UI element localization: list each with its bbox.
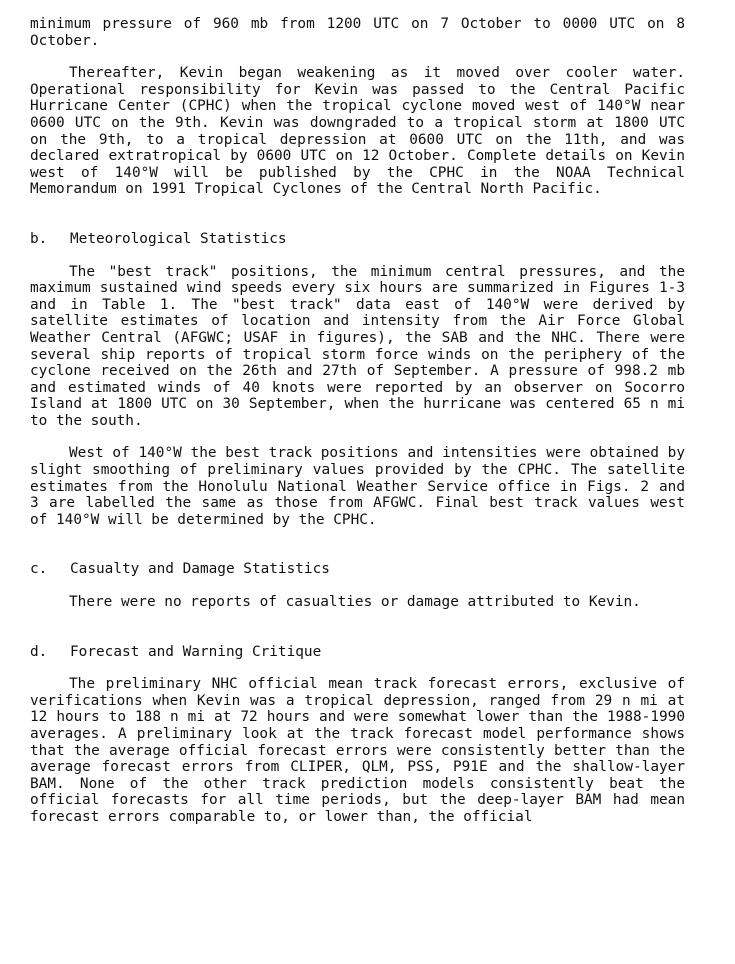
section-letter: b. <box>30 230 48 247</box>
section-title: Casualty and Damage Statistics <box>70 561 330 578</box>
weakening-paragraph: Thereafter, Kevin began weakening as it moved over cooler water. Operational responsibility for Kevin was passed to the Central Pacific Hurricane Center (CPHC) when the tropical cyclone moved west of 140°W near 0600 UTC on the 9th. Kevin was downgraded to a tropical storm at 1800 UTC on the 9th, to a tropical depression at 0600 UTC on the 11th, and was declared extratropical by 0600 UTC on 12 October. Complete details on Kevin west of 140°W will be published by the CPHC in the NOAA Technical Memorandum on 1991 Tropical Cyclones of the Central North Pacific. <box>30 65 685 198</box>
section-title: Forecast and Warning Critique <box>70 643 322 660</box>
section-letter: d. <box>30 643 48 660</box>
section-spacer <box>30 611 685 644</box>
document-page <box>30 16 685 826</box>
section-heading-meteorological-statistics <box>30 231 685 248</box>
paragraph-spacer <box>30 578 685 594</box>
paragraph-spacer <box>30 49 685 65</box>
best-track-paragraph: The "best track" positions, the minimum central pressures, and the maximum sustained wind speeds every six hours are summarized in Figures 1-3 and in Table 1. The "best track" data east of 140°W were derived by satellite estimates of location and intensity from the Air Force Global Weather Central (AFGWC; USAF in figures), the SAB and the NHC. There were several ship reports of tropical storm force winds on the periphery of the cyclone received on the 26th and 27th of September. A pressure of 998.2 mb and estimated winds of 40 knots were reported by an observer on Socorro Island at 1800 UTC on 30 September, when the hurricane was centered 65 n mi to the south. <box>30 263 685 429</box>
casualty-paragraph: There were no reports of casualties or damage attributed to Kevin. <box>69 594 641 611</box>
paragraph-spacer <box>30 429 685 445</box>
west-of-140w-paragraph: West of 140°W the best track positions and intensities were obtained by slight smoothing of preliminary values provided by the CPHC. The satellite estimates from the Honolulu National Weather Service office in Figs. 2 and 3 are labelled the same as those from AFGWC. Final best track values west of 140°W will be determined by the CPHC. <box>30 445 685 528</box>
section-title: Meteorological Statistics <box>70 230 287 247</box>
paragraph-spacer <box>30 660 685 676</box>
section-heading-casualty-and-damage-statistics <box>30 561 685 578</box>
section-heading-forecast-and-warning-critique <box>30 644 685 661</box>
section-spacer <box>30 528 685 561</box>
paragraph-spacer <box>30 248 685 264</box>
section-spacer <box>30 198 685 231</box>
forecast-critique-paragraph: The preliminary NHC official mean track forecast errors, exclusive of verifications when Kevin was a tropical depression, ranged from 29 n mi at 12 hours to 188 n mi at 72 hours and were somewhat lower than the 1988-1990 averages. A preliminary look at the track forecast model performance shows that the average official forecast errors were consistently better than the average forecast errors from CLIPER, QLM, PSS, P91E and the shallow-layer BAM. None of the other track prediction models consistently beat the official forecasts for all time periods, but the deep-layer BAM had mean forecast errors comparable to, or lower than, the official <box>30 676 685 825</box>
intro-paragraph: minimum pressure of 960 mb from 1200 UTC on 7 October to 0000 UTC on 8 October. <box>30 16 685 49</box>
section-letter: c. <box>30 561 48 578</box>
